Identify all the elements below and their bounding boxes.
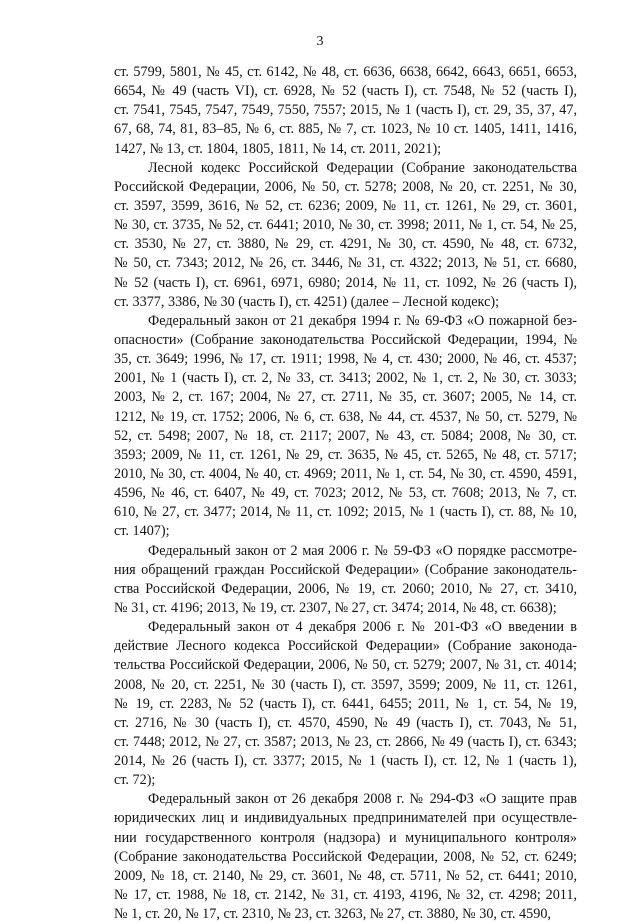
text-line: 2008, № 20, ст. 2251, № 30 (часть I), ст. 3597, 3599; 2009, № 11, ст. 1261, bbox=[114, 676, 577, 693]
paragraph bbox=[114, 618, 577, 790]
text-line: опасности» (Собрание законодательства Российской Федерации, 1994, № bbox=[114, 331, 577, 348]
paragraph bbox=[114, 542, 577, 619]
text-line: № 52 (часть I), ст. 6961, 6971, 6980; 2014, № 11, ст. 1092, № 26 (часть I), bbox=[114, 274, 577, 291]
text-line: (Собрание законодательства Российской Федерации, 2008, № 52, ст. 6249; bbox=[114, 848, 577, 865]
paragraph bbox=[114, 159, 577, 312]
text-line: действие Лесного кодекса Российской Федерации» (Собрание законода- bbox=[114, 638, 577, 655]
text-line: 3593; 2009, № 11, ст. 1261, № 29, ст. 3635, № 45, ст. 5265, № 48, ст. 5717; bbox=[114, 446, 577, 463]
text-line: Федеральный закон от 2 мая 2006 г. № 59-ФЗ «О порядке рассмотре- bbox=[148, 542, 577, 559]
text-line: Лесной кодекс Российской Федерации (Собрание законодательства bbox=[148, 159, 577, 176]
text-line: ст. 72); bbox=[114, 772, 156, 789]
text-line: юридических лиц и индивидуальных предпринимателей при осуществле- bbox=[114, 810, 577, 827]
text-line: 2009, № 18, ст. 2140, № 29, ст. 3601, № 48, ст. 5711, № 52, ст. 6441; 2010, bbox=[114, 867, 577, 884]
text-line: 67, 68, 74, 81, 83–85, № 6, ст. 885, № 7, ст. 1023, № 10 ст. 1405, 1411, 1416, bbox=[114, 121, 577, 138]
text-line: ния обращений граждан Российской Федерации» (Собрание законодатель- bbox=[114, 561, 577, 578]
text-line: 52, ст. 5498; 2007, № 18, ст. 2117; 2007, № 43, ст. 5084; 2008, № 30, ст. bbox=[114, 427, 577, 444]
text-line: 610, № 27, ст. 3477; 2014, № 11, ст. 1092; 2015, № 1 (часть I), ст. 88, № 10, bbox=[114, 504, 577, 521]
text-line: 2010, № 30, ст. 4004, № 40, ст. 4969; 2011, № 1, ст. 54, № 30, ст. 4590, 4591, bbox=[114, 465, 577, 482]
text-line: № 31, ст. 4196; 2013, № 19, ст. 2307, № 27, ст. 3474; 2014, № 48, ст. 6638); bbox=[114, 599, 557, 616]
text-line: № 50, ст. 7343; 2012, № 26, ст. 3446, № 31, ст. 4322; 2013, № 51, ст. 6680, bbox=[114, 255, 577, 272]
text-line: ст. 7448; 2012, № 27, ст. 3587; 2013, № 23, ст. 2866, № 49 (часть I), ст. 6343; bbox=[114, 733, 577, 750]
text-line: ст. 1407); bbox=[114, 523, 170, 540]
text-line: Российской Федерации, 2006, № 50, ст. 5278; 2008, № 20, ст. 2251, № 30, bbox=[114, 178, 577, 195]
text-line: 4596, № 46, ст. 6407, № 49, ст. 7023; 2012, № 53, ст. 7608; 2013, № 7, ст. bbox=[114, 485, 577, 502]
paragraph bbox=[114, 312, 577, 542]
text-line: 2001, № 1 (часть I), ст. 2, № 33, ст. 3413; 2002, № 1, ст. 2, № 30, ст. 3033; bbox=[114, 370, 577, 387]
text-line: ства Российской Федерации, 2006, № 19, ст. 2060; 2010, № 27, ст. 3410, bbox=[114, 580, 577, 597]
page-number: 3 bbox=[316, 34, 324, 49]
text-line: ст. 7541, 7545, 7547, 7549, 7550, 7557; 2015, № 1 (часть I), ст. 29, 35, 37, 47, bbox=[114, 102, 577, 119]
text-line: тельства Российской Федерации, 2006, № 50, ст. 5279; 2007, № 31, ст. 4014; bbox=[114, 657, 577, 674]
text-line: нии государственного контроля (надзора) и муниципального контроля» bbox=[114, 829, 577, 846]
document-body bbox=[114, 63, 577, 924]
text-line: № 1, ст. 20, № 17, ст. 2310, № 23, ст. 3263, № 27, ст. 3880, № 30, ст. 4590, bbox=[114, 906, 551, 923]
text-line: ст. 2716, № 30 (часть I), ст. 4570, 4590, № 49 (часть I), ст. 7043, № 51, bbox=[114, 714, 577, 731]
text-line: 6654, № 49 (часть VI), ст. 6928, № 52 (часть I), ст. 7548, № 52 (часть I), bbox=[114, 83, 577, 100]
text-line: № 30, ст. 3735, № 52, ст. 6441; 2010, № 30, ст. 3998; 2011, № 1, ст. 54, № 25, bbox=[114, 217, 577, 234]
text-line: ст. 3530, № 27, ст. 3880, № 29, ст. 4291, № 30, ст. 4590, № 48, ст. 6732, bbox=[114, 236, 577, 253]
text-line: ст. 5799, 5801, № 45, ст. 6142, № 48, ст. 6636, 6638, 6642, 6643, 6651, 6653, bbox=[114, 64, 577, 80]
text-line: 1427, № 13, ст. 1804, 1805, 1811, № 14, ст. 2011, 2021); bbox=[114, 140, 442, 157]
text-line: 2003, № 2, ст. 167; 2004, № 27, ст. 2711, № 35, ст. 3607; 2005, № 14, ст. bbox=[114, 389, 577, 406]
paragraph bbox=[114, 63, 577, 159]
text-line: № 19, ст. 2283, № 52 (часть I), ст. 6441, 6455; 2011, № 1, ст. 54, № 19, bbox=[114, 695, 577, 712]
text-line: ст. 3377, 3386, № 30 (часть I), ст. 4251) (далее – Лесной кодекс); bbox=[114, 293, 500, 310]
text-line: Федеральный закон от 4 декабря 2006 г. № 201-ФЗ «О введении в bbox=[148, 619, 577, 636]
text-line: 2014, № 26 (часть I), ст. 3377; 2015, № 1 (часть I), ст. 12, № 1 (часть 1), bbox=[114, 753, 577, 770]
paragraph bbox=[114, 790, 577, 924]
text-line: ст. 3597, 3599, 3616, № 52, ст. 6236; 2009, № 11, ст. 1261, № 29, ст. 3601, bbox=[114, 197, 577, 214]
text-line: № 17, ст. 1988, № 18, ст. 2142, № 31, ст. 4193, 4196, № 32, ст. 4298; 2011, bbox=[114, 887, 577, 904]
text-line: Федеральный закон от 26 декабря 2008 г. № 294-ФЗ «О защите прав bbox=[148, 791, 577, 808]
text-line: Федеральный закон от 21 декабря 1994 г. № 69-ФЗ «О пожарной без- bbox=[148, 312, 577, 329]
text-line: 35, ст. 3649; 1996, № 17, ст. 1911; 1998, № 4, ст. 430; 2000, № 46, ст. 4537; bbox=[114, 351, 577, 368]
text-line: 1212, № 19, ст. 1752; 2006, № 6, ст. 638, № 44, ст. 4537, № 50, ст. 5279, № bbox=[114, 408, 577, 425]
